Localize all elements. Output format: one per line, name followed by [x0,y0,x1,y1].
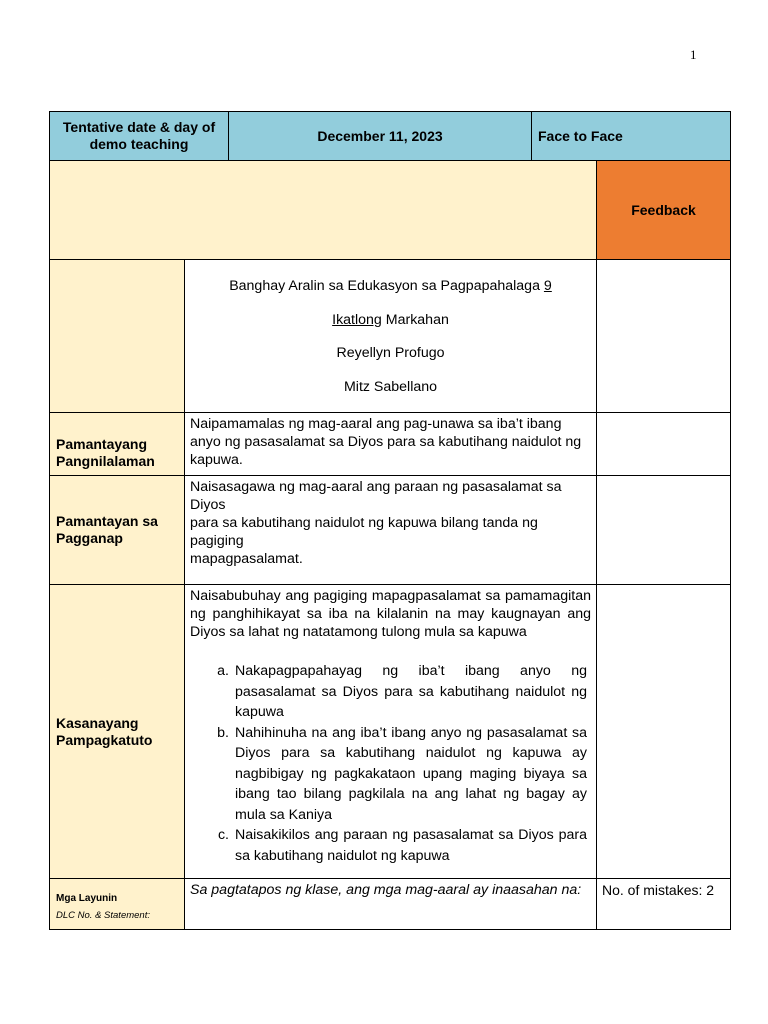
list-item: b. Nahihinuha na ang iba’t ibang anyo ng pasasalamat sa Diyos para sa kabutihang naidulot ng kapuwa ay nagbibigay ng pagkakataon upang maging biyaya sa ibang tao bilang pagkilala na ang lahat ng bagay ay mula sa Kaniya [217,724,587,823]
learning-competency-label-1: Kasanayang [56,714,139,731]
learning-competency-intro: Naisabubuhay ang pagiging mapagpasalamat sa pamamagitan ng panghihikayat sa iba na kilalanin na may kaugnayan ang Diyos sa lahat ng natatamong tulong mula sa kapuwa [190,588,591,640]
learning-competency-label-2: Pampagkatuto [56,731,153,748]
title-feedback-cell [596,259,731,413]
learning-competency-text [184,584,597,879]
author-2: Mitz Sabellano [343,378,438,395]
performance-standard-text: Naisasagawa ng mag-aaral ang paraan ng pasasalamat sa Diyos para sa kabutihang naidulot ng kapuwa bilang tanda ng pagiging mapagpasalamat. [184,475,597,585]
quarter-line: Ikatlong Markahan [332,311,449,328]
feedback-header-cell [596,160,731,260]
date-label-cell [49,111,229,161]
competency-list [190,661,591,866]
content-standard-feedback [596,412,731,476]
content-standard-text: Naipamamalas ng mag-aaral ang pag-unawa sa iba’t ibang anyo ng pasasalamat sa Diyos para sa kabutihang naidulot ng kapuwa. [184,412,597,476]
quarter-name: Ikatlong [332,311,382,328]
date-value-cell [228,111,532,161]
lesson-plan-title: Banghay Aralin sa Edukasyon sa Pagpapahalaga 9 [229,278,552,294]
performance-standard-label-2: Pagganap [56,530,123,546]
learning-competency-feedback [596,584,731,879]
author-1: Reyellyn Profugo [336,345,445,361]
objectives-feedback: No. of mistakes: 2 [596,878,731,930]
performance-standard-label-1: Pamantayan sa [56,513,158,529]
date-value: December 11, 2023 [317,128,443,144]
title-label-cell [49,259,185,413]
list-item: a. Nakapagpapahayag ng iba’t ibang anyo ng pasasalamat sa Diyos para sa kabutihang naidulot ng kapuwa [217,663,587,720]
objectives-label-cell [49,878,185,930]
lesson-plan-title-block [184,259,597,413]
feedback-header: Feedback [631,202,696,218]
objectives-label: Mga Layunin [56,893,118,904]
content-standard-label-2: Pangnilalaman [56,453,155,469]
mode-cell [531,111,731,161]
objectives-text: Sa pagtatapos ng klase, ang mga mag-aaral ay inaasahan na: [184,878,597,930]
dlc-label: DLC No. & Statement: [56,910,150,921]
content-standard-label-1: Pamantayang [56,436,148,452]
list-item: c. Naisakikilos ang paraan ng pasasalamat sa Diyos para sa kabutihang naidulot ng kapuwa [217,827,587,864]
learning-competency-label-cell [49,584,185,879]
banner-cell [49,160,597,260]
content-standard-label-cell [49,412,185,476]
grade-level: 9 [543,278,552,294]
performance-standard-feedback [596,475,731,585]
page-number: 1 [690,47,697,62]
mode-value: Face to Face [538,128,623,144]
date-label: Tentative date & day of demo teaching [62,119,216,152]
performance-standard-label-cell [49,475,185,585]
